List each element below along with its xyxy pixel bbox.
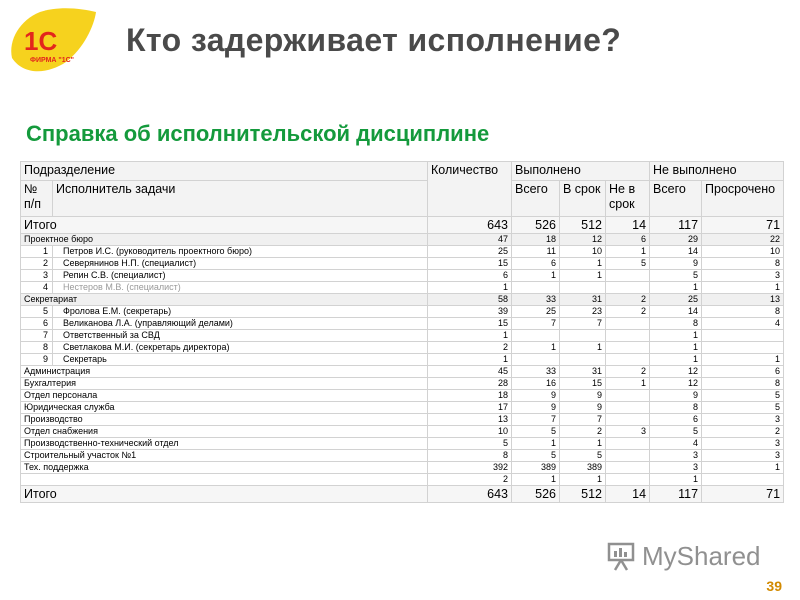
late-cell <box>606 270 650 282</box>
on-time-cell: 1 <box>560 438 606 450</box>
late-cell <box>606 474 650 486</box>
header-done-on-time: В срок <box>560 181 606 217</box>
late-cell <box>606 462 650 474</box>
total-row-top <box>21 217 784 234</box>
done-cell <box>512 330 560 342</box>
department-name: Производственно-технический отдел <box>21 438 428 450</box>
header-overdue: Просрочено <box>702 181 784 217</box>
count-cell: 392 <box>428 462 512 474</box>
overdue-cell: 4 <box>702 318 784 330</box>
total-not-done: 117 <box>650 486 702 503</box>
not-done-cell: 8 <box>650 318 702 330</box>
not-done-cell: 3 <box>650 462 702 474</box>
department-name: Производство <box>21 414 428 426</box>
page-number: 39 <box>766 578 782 594</box>
total-not-done: 117 <box>650 217 702 234</box>
header-count: Количество <box>428 162 512 217</box>
count-cell: 10 <box>428 426 512 438</box>
count-cell: 28 <box>428 378 512 390</box>
table-row <box>21 366 784 378</box>
done-cell: 1 <box>512 270 560 282</box>
on-time-cell: 1 <box>560 342 606 354</box>
not-done-cell: 14 <box>650 306 702 318</box>
table-row <box>21 342 784 354</box>
count-cell: 6 <box>428 270 512 282</box>
department-name: Отдел снабжения <box>21 426 428 438</box>
count-cell: 17 <box>428 402 512 414</box>
executor-name: Великанова Л.А. (управляющий делами) <box>53 318 428 330</box>
row-number: 9 <box>21 354 53 366</box>
done-cell: 33 <box>512 366 560 378</box>
done-cell <box>512 282 560 294</box>
not-done-cell: 5 <box>650 270 702 282</box>
on-time-cell: 23 <box>560 306 606 318</box>
on-time-cell: 10 <box>560 246 606 258</box>
count-cell: 1 <box>428 354 512 366</box>
not-done-cell: 12 <box>650 378 702 390</box>
table-header-row-1 <box>21 162 784 181</box>
late-cell: 2 <box>606 366 650 378</box>
overdue-cell: 1 <box>702 462 784 474</box>
overdue-cell: 1 <box>702 354 784 366</box>
department-name <box>21 474 428 486</box>
header-done: Выполнено <box>512 162 650 181</box>
row-number: 1 <box>21 246 53 258</box>
count-cell: 5 <box>428 438 512 450</box>
late-cell <box>606 438 650 450</box>
on-time-cell: 9 <box>560 402 606 414</box>
on-time-cell: 12 <box>560 234 606 246</box>
overdue-cell: 8 <box>702 258 784 270</box>
total-overdue: 71 <box>702 217 784 234</box>
header-num: № п/п <box>21 181 53 217</box>
executor-name: Светлакова М.И. (секретарь директора) <box>53 342 428 354</box>
not-done-cell: 1 <box>650 330 702 342</box>
done-cell: 1 <box>512 438 560 450</box>
overdue-cell: 5 <box>702 390 784 402</box>
not-done-cell: 12 <box>650 366 702 378</box>
on-time-cell: 9 <box>560 390 606 402</box>
row-number: 5 <box>21 306 53 318</box>
late-cell <box>606 318 650 330</box>
table-row <box>21 450 784 462</box>
page-title: Кто задерживает исполнение? <box>126 22 622 58</box>
report-heading: Справка об исполнительской дисциплине <box>26 121 490 146</box>
done-cell: 5 <box>512 450 560 462</box>
table-row <box>21 330 784 342</box>
total-done: 526 <box>512 217 560 234</box>
on-time-cell: 31 <box>560 294 606 306</box>
count-cell: 45 <box>428 366 512 378</box>
on-time-cell: 1 <box>560 474 606 486</box>
not-done-cell: 4 <box>650 438 702 450</box>
total-on-time: 512 <box>560 486 606 503</box>
overdue-cell: 13 <box>702 294 784 306</box>
late-cell <box>606 342 650 354</box>
table-row <box>21 294 784 306</box>
on-time-cell: 31 <box>560 366 606 378</box>
not-done-cell: 1 <box>650 354 702 366</box>
not-done-cell: 8 <box>650 402 702 414</box>
on-time-cell: 7 <box>560 318 606 330</box>
executor-name: Репин С.В. (специалист) <box>53 270 428 282</box>
not-done-cell: 6 <box>650 414 702 426</box>
late-cell: 2 <box>606 294 650 306</box>
table-row <box>21 474 784 486</box>
overdue-cell: 22 <box>702 234 784 246</box>
done-cell <box>512 354 560 366</box>
department-group-name: Секретариат <box>21 294 428 306</box>
table-row <box>21 258 784 270</box>
on-time-cell: 5 <box>560 450 606 462</box>
count-cell: 1 <box>428 282 512 294</box>
late-cell: 5 <box>606 258 650 270</box>
count-cell: 15 <box>428 258 512 270</box>
not-done-cell: 14 <box>650 246 702 258</box>
row-number: 7 <box>21 330 53 342</box>
table-row <box>21 438 784 450</box>
not-done-cell: 1 <box>650 342 702 354</box>
count-cell: 13 <box>428 414 512 426</box>
count-cell: 8 <box>428 450 512 462</box>
table-row <box>21 390 784 402</box>
not-done-cell: 3 <box>650 450 702 462</box>
done-cell: 7 <box>512 414 560 426</box>
on-time-cell: 1 <box>560 258 606 270</box>
total-count: 643 <box>428 217 512 234</box>
total-on-time: 512 <box>560 217 606 234</box>
count-cell: 39 <box>428 306 512 318</box>
watermark <box>606 538 766 574</box>
not-done-cell: 5 <box>650 426 702 438</box>
department-name: Строительный участок №1 <box>21 450 428 462</box>
done-cell: 389 <box>512 462 560 474</box>
header-not-done: Не выполнено <box>650 162 784 181</box>
table-row <box>21 462 784 474</box>
count-cell: 2 <box>428 342 512 354</box>
done-cell: 18 <box>512 234 560 246</box>
executor-name: Секретарь <box>53 354 428 366</box>
logo-subtext: ФИРМА "1С" <box>30 57 74 64</box>
done-cell: 7 <box>512 318 560 330</box>
late-cell <box>606 330 650 342</box>
logo-mark: 1С <box>24 26 58 56</box>
done-cell: 16 <box>512 378 560 390</box>
not-done-cell: 9 <box>650 390 702 402</box>
department-name: Юридическая служба <box>21 402 428 414</box>
count-cell: 47 <box>428 234 512 246</box>
count-cell: 1 <box>428 330 512 342</box>
overdue-cell <box>702 474 784 486</box>
total-late: 14 <box>606 217 650 234</box>
done-cell: 1 <box>512 342 560 354</box>
total-count: 643 <box>428 486 512 503</box>
table-row <box>21 318 784 330</box>
overdue-cell: 3 <box>702 438 784 450</box>
late-cell: 2 <box>606 306 650 318</box>
executor-name: Петров И.С. (руководитель проектного бюро) <box>53 246 428 258</box>
table-header-row-2 <box>21 181 784 217</box>
executor-name: Фролова Е.М. (секретарь) <box>53 306 428 318</box>
overdue-cell: 3 <box>702 414 784 426</box>
late-cell <box>606 414 650 426</box>
not-done-cell: 29 <box>650 234 702 246</box>
done-cell: 25 <box>512 306 560 318</box>
table-row <box>21 306 784 318</box>
presentation-board-icon <box>606 540 636 572</box>
count-cell: 15 <box>428 318 512 330</box>
overdue-cell: 8 <box>702 306 784 318</box>
on-time-cell <box>560 282 606 294</box>
table-row <box>21 246 784 258</box>
table-row <box>21 414 784 426</box>
discipline-report-table <box>20 161 784 503</box>
header-done-total: Всего <box>512 181 560 217</box>
row-number: 8 <box>21 342 53 354</box>
overdue-cell: 6 <box>702 366 784 378</box>
count-cell: 18 <box>428 390 512 402</box>
on-time-cell: 15 <box>560 378 606 390</box>
on-time-cell: 1 <box>560 270 606 282</box>
header-department: Подразделение <box>21 162 428 181</box>
late-cell: 6 <box>606 234 650 246</box>
on-time-cell: 2 <box>560 426 606 438</box>
department-name: Бухгалтерия <box>21 378 428 390</box>
done-cell: 9 <box>512 390 560 402</box>
not-done-cell: 25 <box>650 294 702 306</box>
total-overdue: 71 <box>702 486 784 503</box>
done-cell: 9 <box>512 402 560 414</box>
overdue-cell: 3 <box>702 450 784 462</box>
late-cell <box>606 402 650 414</box>
watermark-text: MyShared <box>642 540 761 571</box>
late-cell <box>606 390 650 402</box>
on-time-cell <box>560 330 606 342</box>
department-group-name: Проектное бюро <box>21 234 428 246</box>
total-done: 526 <box>512 486 560 503</box>
late-cell: 1 <box>606 378 650 390</box>
total-label: Итого <box>21 217 428 234</box>
late-cell <box>606 450 650 462</box>
on-time-cell: 7 <box>560 414 606 426</box>
on-time-cell <box>560 354 606 366</box>
row-number: 2 <box>21 258 53 270</box>
executor-name: Ответственный за СВД <box>53 330 428 342</box>
table-row <box>21 378 784 390</box>
row-number: 6 <box>21 318 53 330</box>
company-logo <box>6 4 102 80</box>
header-not-done-total: Всего <box>650 181 702 217</box>
table-row <box>21 426 784 438</box>
done-cell: 11 <box>512 246 560 258</box>
done-cell: 33 <box>512 294 560 306</box>
total-label: Итого <box>21 486 428 503</box>
count-cell: 25 <box>428 246 512 258</box>
table-row <box>21 270 784 282</box>
overdue-cell: 5 <box>702 402 784 414</box>
late-cell <box>606 354 650 366</box>
overdue-cell: 2 <box>702 426 784 438</box>
executor-name: Нестеров М.В. (специалист) <box>53 282 428 294</box>
overdue-cell: 10 <box>702 246 784 258</box>
table-row <box>21 354 784 366</box>
table-row <box>21 282 784 294</box>
department-name: Администрация <box>21 366 428 378</box>
total-late: 14 <box>606 486 650 503</box>
row-number: 3 <box>21 270 53 282</box>
table-row <box>21 402 784 414</box>
header-executor: Исполнитель задачи <box>53 181 428 217</box>
on-time-cell: 389 <box>560 462 606 474</box>
executor-name: Северянинов Н.П. (специалист) <box>53 258 428 270</box>
done-cell: 6 <box>512 258 560 270</box>
header-done-late: Не в срок <box>606 181 650 217</box>
late-cell: 1 <box>606 246 650 258</box>
count-cell: 2 <box>428 474 512 486</box>
department-name: Тех. поддержка <box>21 462 428 474</box>
overdue-cell <box>702 342 784 354</box>
total-row-bottom <box>21 486 784 503</box>
late-cell: 3 <box>606 426 650 438</box>
table-row <box>21 234 784 246</box>
done-cell: 1 <box>512 474 560 486</box>
row-number: 4 <box>21 282 53 294</box>
department-name: Отдел персонала <box>21 390 428 402</box>
overdue-cell <box>702 330 784 342</box>
not-done-cell: 9 <box>650 258 702 270</box>
overdue-cell: 8 <box>702 378 784 390</box>
not-done-cell: 1 <box>650 474 702 486</box>
not-done-cell: 1 <box>650 282 702 294</box>
done-cell: 5 <box>512 426 560 438</box>
count-cell: 58 <box>428 294 512 306</box>
overdue-cell: 3 <box>702 270 784 282</box>
overdue-cell: 1 <box>702 282 784 294</box>
late-cell <box>606 282 650 294</box>
